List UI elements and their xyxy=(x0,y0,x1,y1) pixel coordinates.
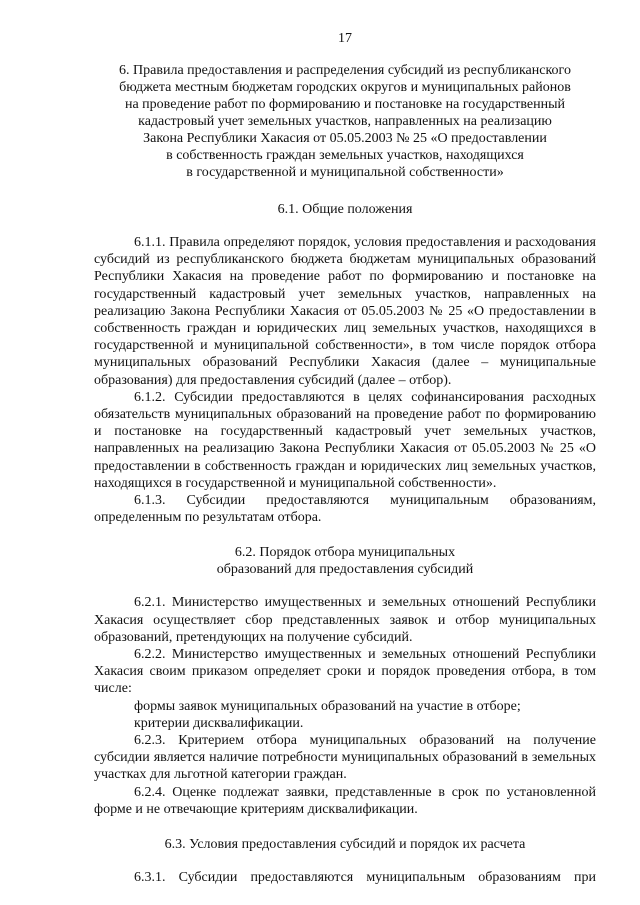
list-item: критерии дисквалификации. xyxy=(134,715,304,731)
list-item: формы заявок муниципальных образований на участие в отборе; xyxy=(134,698,521,714)
title-line: кадастровый учет земельных участков, направленных на реализацию xyxy=(138,114,552,129)
paragraph-6-1-1: 6.1.1. Правила определяют порядок, условия предоставления и расходования субсидий из республиканского бюджета бюджетам муниципальных образований Республики Хакасия на проведение работ по формированию и постановке на государственный кадастровый учет земельных участков, направленных на реализацию Закона Республики Хакасия от 05.05.2003 № 25 «О предоставлении в собственность граждан и юридических лиц земельных участков, находящихся в государственной и муниципальной собственности», в том числе порядок отбора муниципальных образований Республики Хакасия (далее – муниципальные образования) для предоставления субсидий (далее – отбор). xyxy=(94,235,596,388)
title-line: в государственной и муниципальной собственности» xyxy=(186,165,504,180)
title-line: Закона Республики Хакасия от 05.05.2003 № 25 «О предоставлении xyxy=(143,131,547,146)
section-heading-line: 6.3. Условия предоставления субсидий и порядок их расчета xyxy=(164,837,526,853)
section-heading-line: 6.2. Порядок отбора муниципальных xyxy=(234,545,456,561)
title-line: 6. Правила предоставления и распределения субсидий из республиканского xyxy=(119,63,571,78)
paragraph-6-1-2: 6.1.2. Субсидии предоставляются в целях софинансирования расходных обязательств муниципальных образований на проведение работ по формированию и постановке на государственный кадастровый учет земельных участков, направленных на реализацию Закона Республики Хакасия от 05.05.2003 № 25 «О предоставлении в собственность граждан и юридических лиц земельных участков, находящихся в государственной и муниципальной собственности». xyxy=(94,389,596,491)
section-heading-6-1 xyxy=(94,201,596,218)
title-line: в собственность граждан земельных участков, находящихся xyxy=(166,148,524,163)
paragraph-6-2-2: 6.2.2. Министерство имущественных и земельных отношений Республики Хакасия своим приказом определяет сроки и порядок проведения отбора, в том числе: xyxy=(94,647,596,697)
paragraph-6-2-1: 6.2.1. Министерство имущественных и земельных отношений Республики Хакасия осуществляет сбор представленных заявок и отбор муниципальных образований, претендующих на получение субсидий. xyxy=(94,595,596,645)
section-heading-6-2 xyxy=(94,544,596,578)
title-line: бюджета местным бюджетам городских округов и муниципальных районов xyxy=(119,80,571,95)
section-heading-line: образований для предоставления субсидий xyxy=(216,562,474,578)
paragraph-6-2-4: 6.2.4. Оценке подлежат заявки, представленные в срок по установленной форме и не отвечающие критериям дисквалификации. xyxy=(94,784,596,817)
title-line: на проведение работ по формированию и постановке на государственный xyxy=(124,97,566,112)
paragraph-6-1-3: 6.1.3. Субсидии предоставляются муниципальным образованиям, определенным по результатам отбора. xyxy=(94,493,596,526)
page-number: 17 xyxy=(338,31,352,46)
paragraph-6-2-3: 6.2.3. Критерием отбора муниципальных образований на получение субсидии является наличие потребности муниципальных образований в земельных участках для льготной категории граждан. xyxy=(94,733,596,783)
section-heading-line: 6.1. Общие положения xyxy=(277,202,413,217)
paragraph-6-3-1: 6.3.1. Субсидии предоставляются муниципальным образованиям при xyxy=(134,870,596,886)
section-heading-6-3 xyxy=(94,836,596,853)
document-title xyxy=(94,62,596,181)
